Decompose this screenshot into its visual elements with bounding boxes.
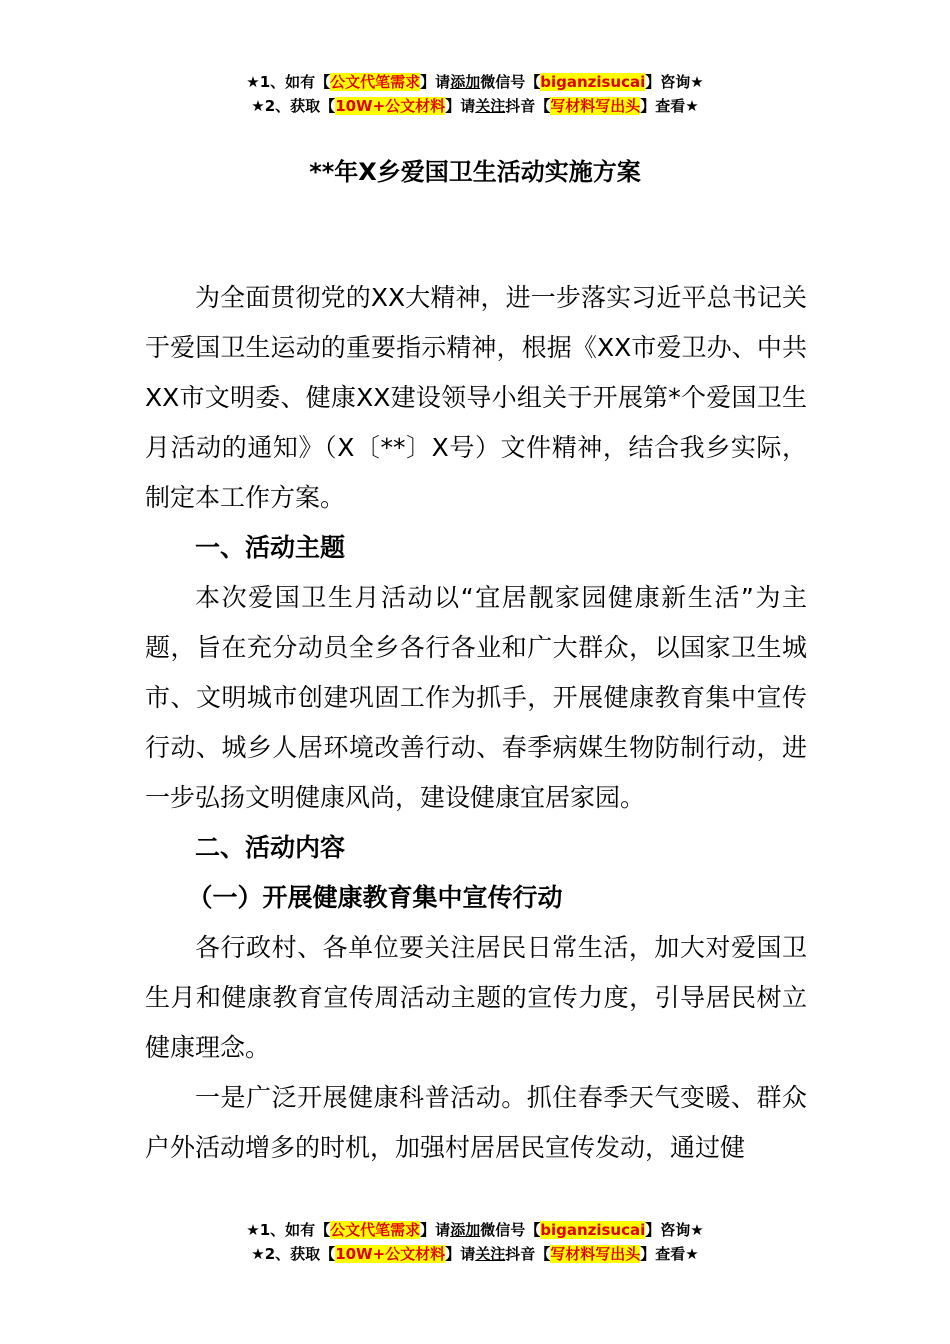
notice-text: ★1、如有【	[246, 73, 331, 91]
notice-text: 】请	[420, 1221, 451, 1239]
section-heading-2: 二、活动内容	[195, 833, 346, 862]
notice-text: 】请	[445, 1245, 476, 1263]
notice-text: ★2、获取【	[251, 97, 336, 115]
highlight-tag: 公文代笔需求	[330, 73, 421, 91]
notice-text: 】查看★	[640, 97, 699, 115]
douyin-id: 写材料写出头	[550, 97, 641, 115]
wechat-id: biganzisucai	[540, 1221, 646, 1239]
highlight-tag: 10W+公文材料	[335, 1245, 446, 1263]
notice-text: 微信号【	[480, 73, 541, 91]
notice-text: 】请	[445, 97, 476, 115]
notice-line-1	[0, 70, 950, 94]
subsection-heading-1: （一）开展健康教育集中宣传行动	[187, 883, 563, 912]
notice-line-2	[0, 94, 950, 118]
notice-text: ★2、获取【	[251, 1245, 336, 1263]
footer-notice	[0, 1218, 950, 1266]
document-body	[145, 273, 807, 1173]
notice-text: 】请	[420, 73, 451, 91]
paragraph-intro: 为全面贯彻党的XX大精神，进一步落实习近平总书记关于爱国卫生运动的重要指示精神，根据《XX市爱卫办、中共XX市文明委、健康XX建设领导小组关于开展第*个爱国卫生月活动的通知》（X〔**〕X号）文件精神，结合我乡实际，制定本工作方案。	[145, 283, 807, 512]
section-heading-1: 一、活动主题	[195, 533, 346, 562]
notice-line-1	[0, 1218, 950, 1242]
douyin-id: 写材料写出头	[550, 1245, 641, 1263]
notice-text: 抖音【	[505, 1245, 551, 1263]
notice-text: 】咨询★	[645, 1221, 704, 1239]
emphasis-text: 添加	[450, 73, 481, 91]
paragraph-theme: 本次爱国卫生月活动以“宜居靓家园健康新生活”为主题，旨在充分动员全乡各行各业和广大群众，以国家卫生城市、文明城市创建巩固工作为抓手，开展健康教育集中宣传行动、城乡人居环境改善行动、春季病媒生物防制行动，进一步弘扬文明健康风尚，建设健康宜居家园。	[145, 583, 807, 812]
notice-text: ★1、如有【	[246, 1221, 331, 1239]
notice-text: 微信号【	[480, 1221, 541, 1239]
wechat-id: biganzisucai	[540, 73, 646, 91]
paragraph-content: 一是广泛开展健康科普活动。抓住春季天气变暖、群众户外活动增多的时机，加强村居居民宣传发动，通过健	[145, 1083, 807, 1162]
notice-text: 】咨询★	[645, 73, 704, 91]
paragraph-content: 各行政村、各单位要关注居民日常生活，加大对爱国卫生月和健康教育宣传周活动主题的宣传力度，引导居民树立健康理念。	[145, 933, 807, 1062]
emphasis-text: 添加	[450, 1221, 481, 1239]
notice-text: 抖音【	[505, 97, 551, 115]
highlight-tag: 公文代笔需求	[330, 1221, 421, 1239]
notice-text: 】查看★	[640, 1245, 699, 1263]
highlight-tag: 10W+公文材料	[335, 97, 446, 115]
document-title: **年X乡爱国卫生活动实施方案	[309, 158, 641, 186]
notice-line-2	[0, 1242, 950, 1266]
emphasis-text: 关注	[475, 1245, 506, 1263]
emphasis-text: 关注	[475, 97, 506, 115]
header-notice	[0, 70, 950, 118]
